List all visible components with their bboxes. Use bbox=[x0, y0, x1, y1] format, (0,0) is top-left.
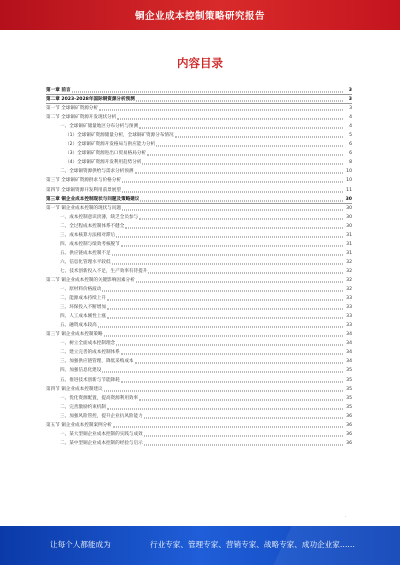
toc-entry[interactable] bbox=[46, 376, 352, 385]
toc-entry-title: 第三节 铜企业成本控制策略 bbox=[46, 332, 103, 338]
toc-entry-page: 4 bbox=[349, 124, 352, 130]
toc-leader-dots bbox=[98, 327, 343, 328]
toc-entry-title: 二、全球铜资源供给与需求分析预测 bbox=[60, 169, 134, 175]
toc-entry-page: 32 bbox=[346, 268, 352, 274]
toc-entry-title: 一、优化资源配置，提高资源利用效率 bbox=[60, 395, 139, 401]
toc-entry-title: 二、全过程成本控制体系不健全 bbox=[60, 223, 125, 229]
toc-entry-page: 33 bbox=[346, 305, 352, 311]
toc-entry-title: 一、树立全面成本控制理念 bbox=[60, 341, 116, 347]
toc-entry[interactable] bbox=[46, 158, 352, 167]
toc-entry-page: 32 bbox=[346, 259, 352, 265]
toc-entry-title: 第二节 全球铜矿资源开发现状分析 bbox=[46, 115, 117, 121]
toc-leader-dots bbox=[112, 254, 343, 255]
footer-banner bbox=[0, 526, 400, 565]
toc-entry-page: 36 bbox=[346, 413, 352, 419]
toc-entry[interactable] bbox=[46, 204, 352, 213]
toc-entry[interactable] bbox=[46, 303, 352, 312]
toc-entry[interactable] bbox=[46, 149, 352, 158]
toc-entry[interactable] bbox=[46, 122, 352, 131]
toc-entry-page: 34 bbox=[346, 332, 352, 338]
toc-entry-page: 35 bbox=[346, 386, 352, 392]
toc-entry[interactable] bbox=[46, 357, 352, 366]
toc-entry-title: 第四节 铜企业成本控制建议 bbox=[46, 386, 103, 392]
toc-entry-page: 30 bbox=[346, 205, 352, 211]
toc-entry-page: 36 bbox=[346, 440, 352, 446]
toc-entry[interactable] bbox=[46, 249, 352, 258]
toc-entry[interactable] bbox=[46, 321, 352, 330]
toc-leader-dots bbox=[99, 110, 343, 111]
toc-leader-dots bbox=[135, 173, 343, 174]
toc-entry-page: 30 bbox=[345, 196, 352, 202]
toc-leader-dots bbox=[107, 318, 343, 319]
toc-entry[interactable] bbox=[46, 312, 352, 321]
toc-entry-title: 一、某大型铜企业成本控制的实践与成效 bbox=[60, 431, 143, 437]
toc-entry[interactable] bbox=[46, 240, 352, 249]
toc-leader-dots bbox=[104, 390, 343, 391]
toc-entry[interactable] bbox=[46, 294, 352, 303]
toc-entry-title: 四、人工成本刚性上涨 bbox=[60, 314, 106, 320]
toc-entry-title: 第三节 全球铜矿资源供求与价格分析 bbox=[46, 178, 121, 184]
toc-leader-dots bbox=[135, 363, 343, 364]
table-of-contents bbox=[46, 86, 352, 448]
toc-entry[interactable] bbox=[46, 421, 352, 430]
toc-entry-title: 第二章 2023-2028年国际铜资源分析预测 bbox=[46, 97, 135, 103]
toc-entry-title: 三、环保投入不断增加 bbox=[60, 305, 106, 311]
toc-entry-page: 35 bbox=[346, 377, 352, 383]
toc-leader-dots bbox=[144, 417, 343, 418]
report-header-banner bbox=[0, 0, 400, 30]
toc-entry-title: 二、建立完善的成本控制体系 bbox=[60, 350, 120, 356]
toc-entry-page: 35 bbox=[346, 395, 352, 401]
footer-slogan-right: 行业专家、管理专家、营销专家、战略专家、成功企业家…… bbox=[150, 540, 356, 549]
toc-leader-dots bbox=[156, 146, 343, 147]
toc-entry-title: 六、信息化管理水平较低 bbox=[60, 259, 111, 265]
toc-leader-dots bbox=[102, 372, 343, 373]
toc-entry-title: 四、加强信息化建设 bbox=[60, 368, 102, 374]
toc-leader-dots bbox=[139, 218, 343, 219]
toc-entry[interactable] bbox=[46, 385, 352, 394]
toc-entry-page: 36 bbox=[346, 431, 352, 437]
toc-entry-page: 6 bbox=[349, 151, 352, 157]
toc-entry-page: 11 bbox=[346, 187, 352, 193]
toc-entry-title: 一、原材料价格波动 bbox=[60, 287, 102, 293]
toc-leader-dots bbox=[175, 137, 343, 138]
toc-entry[interactable] bbox=[46, 267, 352, 276]
toc-entry-title: 第一章 前言 bbox=[46, 88, 71, 94]
toc-leader-dots bbox=[136, 282, 343, 283]
toc-entry[interactable] bbox=[46, 186, 352, 195]
toc-leader-dots bbox=[107, 309, 343, 310]
report-title: 铜企业成本控制策略研究报告 bbox=[134, 11, 265, 22]
toc-leader-dots bbox=[107, 300, 343, 301]
toc-entry-page: 35 bbox=[346, 404, 352, 410]
toc-entry-page: 31 bbox=[346, 241, 352, 247]
toc-leader-dots bbox=[116, 345, 343, 346]
toc-leader-dots bbox=[122, 182, 343, 183]
toc-leader-dots bbox=[112, 263, 343, 264]
toc-entry[interactable] bbox=[46, 213, 352, 222]
toc-entry-title: （2）全球铜矿资源开发格局与供应能力分析 bbox=[65, 142, 156, 148]
toc-leader-dots bbox=[113, 426, 343, 427]
toc-entry-title: 二、完善激励约束机制 bbox=[60, 404, 106, 410]
toc-leader-dots bbox=[139, 128, 343, 129]
toc-entry-page: 8 bbox=[349, 160, 352, 166]
toc-leader-dots bbox=[121, 245, 343, 246]
toc-entry-title: 四、成本控制与绩效考核脱节 bbox=[60, 241, 120, 247]
toc-chapter-entry[interactable] bbox=[46, 86, 352, 95]
toc-entry-page: 30 bbox=[346, 214, 352, 220]
toc-leader-dots bbox=[140, 200, 343, 201]
toc-heading: 内容目录 bbox=[177, 56, 223, 70]
toc-entry-title: （1）全球铜矿资源储量分析，全球铜矿资源分布情况 bbox=[65, 133, 174, 139]
toc-leader-dots bbox=[116, 236, 343, 237]
toc-entry-page: 32 bbox=[346, 278, 352, 283]
toc-entry[interactable] bbox=[46, 140, 352, 149]
toc-entry[interactable] bbox=[46, 366, 352, 375]
toc-leader-dots bbox=[144, 444, 343, 445]
toc-leader-dots bbox=[102, 291, 343, 292]
toc-entry-page: 3 bbox=[349, 106, 352, 112]
toc-entry-title: 五、推进技术创新与节能降耗 bbox=[60, 377, 120, 383]
toc-leader-dots bbox=[148, 272, 343, 273]
toc-entry[interactable] bbox=[46, 430, 352, 439]
toc-entry-title: （4）全球铜矿资源开发利用趋势分析 bbox=[65, 160, 142, 166]
toc-entry-title: 二、某中型铜企业成本控制的经验与启示 bbox=[60, 440, 143, 446]
toc-entry-page: 34 bbox=[346, 350, 352, 356]
page-marker: · bbox=[345, 514, 347, 519]
toc-leader-dots bbox=[121, 354, 343, 355]
toc-chapter-entry[interactable] bbox=[46, 95, 352, 104]
toc-entry[interactable] bbox=[46, 176, 352, 185]
toc-entry-page: 4 bbox=[349, 115, 352, 121]
toc-entry-title: 第五节 铜企业成本控制案例分析 bbox=[46, 422, 112, 428]
toc-leader-dots bbox=[122, 209, 343, 210]
toc-entry[interactable] bbox=[46, 330, 352, 339]
toc-entry[interactable] bbox=[46, 231, 352, 240]
toc-leader-dots bbox=[72, 92, 343, 93]
toc-entry[interactable] bbox=[46, 113, 352, 122]
toc-entry[interactable] bbox=[46, 403, 352, 412]
toc-entry-page: 3 bbox=[348, 88, 352, 94]
toc-entry[interactable] bbox=[46, 412, 352, 421]
toc-entry-title: （3）全球铜矿资源进出口贸易格局分析 bbox=[65, 151, 147, 157]
toc-entry-page: 10 bbox=[346, 178, 352, 184]
toc-entry-page: 32 bbox=[346, 287, 352, 293]
toc-entry-page: 10 bbox=[346, 169, 352, 175]
toc-leader-dots bbox=[117, 119, 343, 120]
toc-leader-dots bbox=[144, 435, 343, 436]
toc-entry-page: 34 bbox=[346, 341, 352, 347]
toc-leader-dots bbox=[107, 408, 343, 409]
toc-entry-title: 三、加强风险管控，提升企业抗风险能力 bbox=[60, 413, 143, 419]
toc-leader-dots bbox=[104, 336, 343, 337]
toc-entry-page: 31 bbox=[346, 250, 352, 256]
toc-entry-title: 一、全球铜矿储量地区分布分析与预测 bbox=[60, 124, 139, 130]
toc-entry-page: 3 bbox=[348, 97, 352, 103]
toc-entry-page: 31 bbox=[346, 232, 352, 238]
toc-entry[interactable] bbox=[46, 222, 352, 231]
toc-entry-title: 二、能源成本持续上升 bbox=[60, 296, 106, 302]
toc-entry-page: 5 bbox=[349, 133, 352, 139]
toc-entry[interactable] bbox=[46, 394, 352, 403]
toc-entry-page: 35 bbox=[346, 368, 352, 374]
toc-entry[interactable] bbox=[46, 131, 352, 140]
toc-entry-page: 33 bbox=[346, 323, 352, 329]
toc-entry-title: 三、加强供应链管理，降低采购成本 bbox=[60, 359, 134, 365]
toc-leader-dots bbox=[121, 381, 343, 382]
toc-leader-dots bbox=[142, 164, 343, 165]
toc-entry-title: 第一节 铜企业成本控制的现状与问题 bbox=[46, 205, 121, 211]
toc-entry-title: 五、融资成本较高 bbox=[60, 323, 97, 329]
toc-entry-title: 第二节 铜企业成本控制的关键影响因素分析 bbox=[46, 278, 135, 283]
toc-leader-dots bbox=[122, 191, 343, 192]
toc-leader-dots bbox=[136, 101, 343, 102]
toc-entry[interactable] bbox=[46, 339, 352, 348]
toc-entry-title: 第四节 全球铜资源开发利用前景展望 bbox=[46, 187, 121, 193]
toc-entry[interactable] bbox=[46, 439, 352, 448]
toc-chapter-entry[interactable] bbox=[46, 195, 352, 204]
toc-entry-page: 36 bbox=[346, 422, 352, 428]
toc-entry-page: 34 bbox=[346, 359, 352, 365]
toc-entry-title: 三、成本核算方法相对滞后 bbox=[60, 232, 116, 238]
toc-leader-dots bbox=[139, 399, 343, 400]
toc-entry-title: 五、供应链成本控制不足 bbox=[60, 250, 111, 256]
toc-entry[interactable] bbox=[46, 285, 352, 294]
toc-entry[interactable] bbox=[46, 258, 352, 267]
toc-entry[interactable] bbox=[46, 276, 352, 285]
toc-leader-dots bbox=[125, 227, 343, 228]
toc-entry-page: 33 bbox=[346, 296, 352, 302]
toc-entry-title: 七、技术创新投入不足，生产效率有待提升 bbox=[60, 268, 148, 274]
toc-entry[interactable] bbox=[46, 167, 352, 176]
toc-entry[interactable] bbox=[46, 104, 352, 113]
toc-entry-title: 一、成本控制意识淡薄，缺乏全员参与 bbox=[60, 214, 139, 220]
footer-slogan-left: 让每个人都能成为 bbox=[50, 540, 111, 549]
toc-entry-page: 6 bbox=[349, 142, 352, 148]
toc-entry-page: 33 bbox=[346, 314, 352, 320]
toc-entry-page: 30 bbox=[346, 223, 352, 229]
toc-entry-title: 第三章 铜企业成本控制现状与问题及策略建议 bbox=[46, 196, 140, 202]
toc-entry[interactable] bbox=[46, 348, 352, 357]
toc-entry-title: 第一节 全球铜矿资源分析 bbox=[46, 106, 98, 112]
toc-leader-dots bbox=[147, 155, 343, 156]
